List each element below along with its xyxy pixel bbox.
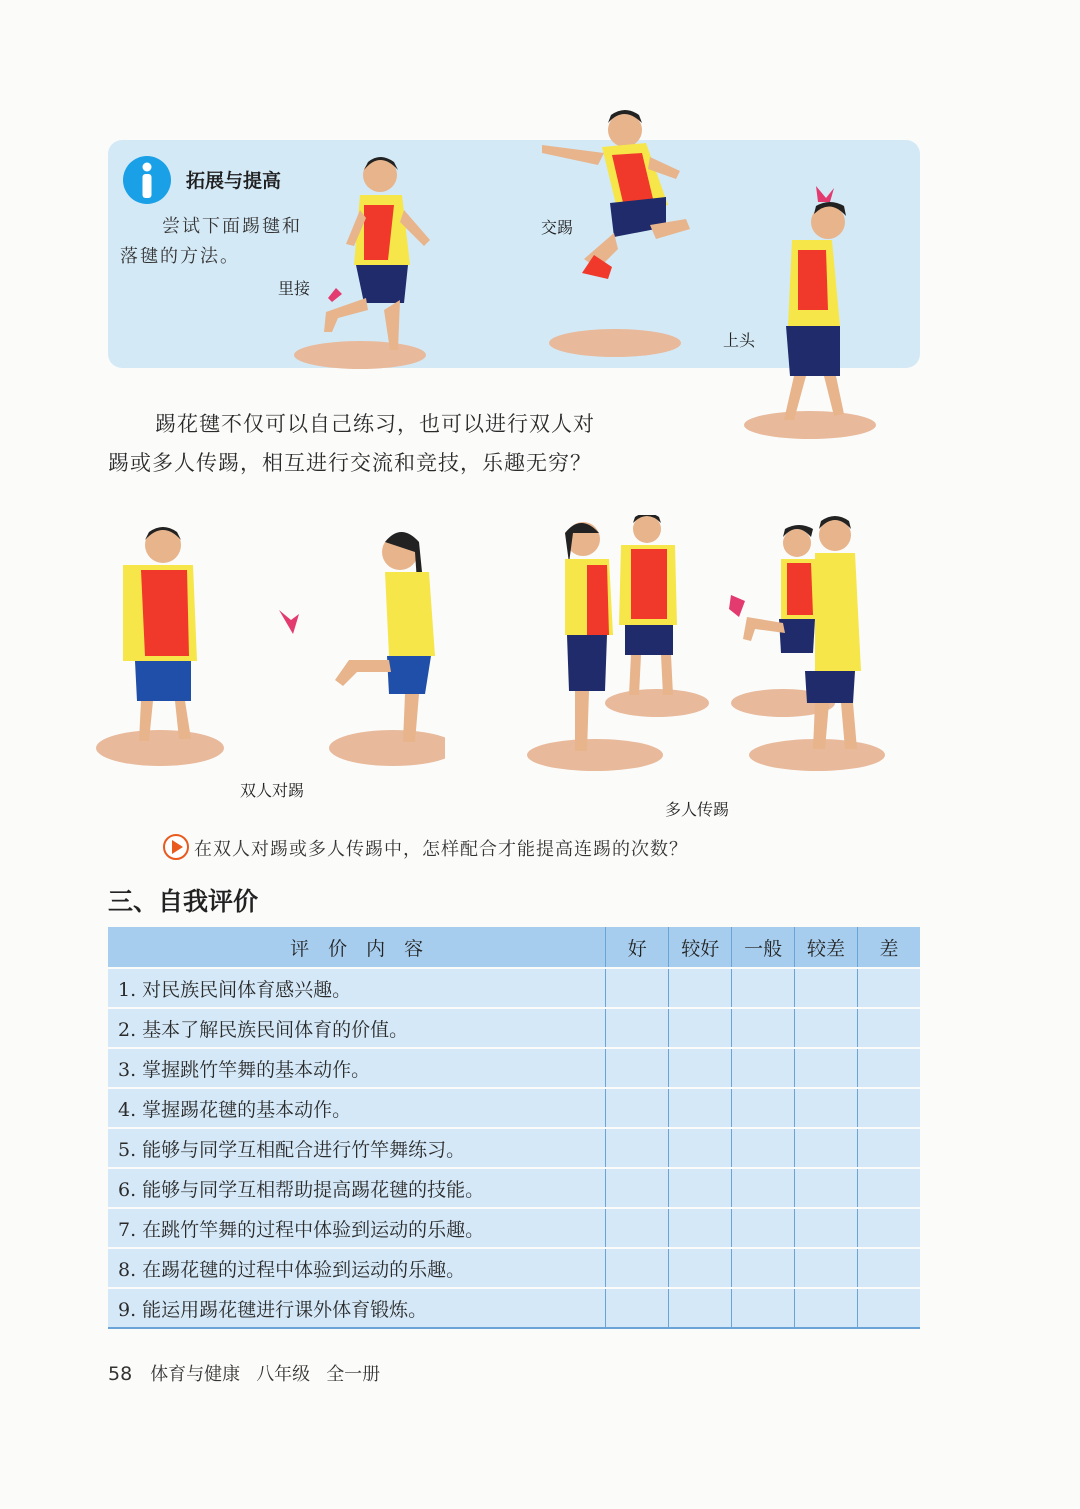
rating-cell[interactable] [606,1128,669,1168]
rating-cell[interactable] [606,1088,669,1128]
caption-inner-kick: 里接 [278,279,311,298]
evaluation-item: 7. 在跳竹竿舞的过程中体验到运动的乐趣。 [108,1208,606,1248]
header-good: 好 [606,927,669,968]
rating-cell[interactable] [732,1048,795,1088]
pair-kick-illustration [95,520,445,770]
table-row [108,1168,920,1208]
rating-cell[interactable] [606,1208,669,1248]
self-evaluation-table [108,927,920,1329]
rating-cell[interactable] [606,1288,669,1328]
player-inner-kick-illustration [280,150,440,375]
rating-cell[interactable] [795,1248,858,1288]
table-row [108,1248,920,1288]
rating-cell[interactable] [858,1008,921,1048]
info-icon [122,155,172,205]
header-content: 评 价 内 容 [108,927,606,968]
header-fairly-poor: 较差 [795,927,858,968]
evaluation-item: 6. 能够与同学互相帮助提高踢花毽的技能。 [108,1168,606,1208]
rating-cell[interactable] [795,1208,858,1248]
table-row [108,968,920,1008]
rating-cell[interactable] [669,1288,732,1328]
table-row [108,1008,920,1048]
rating-cell[interactable] [795,968,858,1008]
caption-group-kick: 多人传踢 [665,800,730,819]
rating-cell[interactable] [795,1088,858,1128]
rating-cell[interactable] [669,1008,732,1048]
rating-cell[interactable] [858,1088,921,1128]
page-footer [108,1360,396,1386]
evaluation-item: 3. 掌握跳竹竿舞的基本动作。 [108,1048,606,1088]
grade-label: 八年级 [256,1364,311,1385]
player-head-kick-illustration [740,180,880,445]
table-row [108,1208,920,1248]
page-number: 58 [108,1363,133,1385]
evaluation-item: 5. 能够与同学互相配合进行竹竿舞练习。 [108,1128,606,1168]
rating-cell[interactable] [795,1288,858,1328]
rating-cell[interactable] [606,1008,669,1048]
rating-cell[interactable] [669,1168,732,1208]
evaluation-item: 8. 在踢花毽的过程中体验到运动的乐趣。 [108,1248,606,1288]
rating-cell[interactable] [669,1048,732,1088]
paragraph-line2: 踢或多人传踢，相互进行交流和竞技，乐趣无穷？ [108,451,592,475]
header-average: 一般 [732,927,795,968]
rating-cell[interactable] [858,1168,921,1208]
rating-cell[interactable] [858,1248,921,1288]
expansion-text-line1: 尝试下面踢毽和 [162,216,302,237]
caption-head-kick: 上头 [723,331,756,350]
caption-cross-kick: 交踢 [541,218,574,237]
rating-cell[interactable] [795,1168,858,1208]
rating-cell[interactable] [858,1048,921,1088]
group-kick-illustration [525,515,890,775]
table-header-row [108,927,920,968]
rating-cell[interactable] [858,1208,921,1248]
book-title: 体育与健康 [150,1364,241,1385]
rating-cell[interactable] [732,1208,795,1248]
rating-cell[interactable] [795,1008,858,1048]
rating-cell[interactable] [795,1048,858,1088]
rating-cell[interactable] [732,1288,795,1328]
rating-cell[interactable] [732,1008,795,1048]
play-icon [163,834,189,860]
evaluation-item: 2. 基本了解民族民间体育的价值。 [108,1008,606,1048]
rating-cell[interactable] [858,968,921,1008]
rating-cell[interactable] [732,1248,795,1288]
table-row [108,1288,920,1328]
table-row [108,1088,920,1128]
expansion-title: 拓展与提高 [186,170,282,192]
caption-pair-kick: 双人对踢 [240,781,305,800]
section-title: 三、自我评价 [108,887,259,916]
rating-cell[interactable] [732,968,795,1008]
rating-cell[interactable] [732,1128,795,1168]
rating-cell[interactable] [606,1048,669,1088]
table-row [108,1128,920,1168]
rating-cell[interactable] [606,968,669,1008]
rating-cell[interactable] [669,1088,732,1128]
rating-cell[interactable] [669,1128,732,1168]
rating-cell[interactable] [669,1248,732,1288]
header-poor: 差 [858,927,921,968]
evaluation-item: 4. 掌握踢花毽的基本动作。 [108,1088,606,1128]
header-fairly-good: 较好 [669,927,732,968]
volume-label: 全一册 [326,1364,381,1385]
rating-cell[interactable] [795,1128,858,1168]
evaluation-item: 9. 能运用踢花毽进行课外体育锻炼。 [108,1288,606,1328]
rating-cell[interactable] [732,1168,795,1208]
discussion-question: 在双人对踢或多人传踢中，怎样配合才能提高连踢的次数？ [194,839,688,860]
rating-cell[interactable] [858,1288,921,1328]
rating-cell[interactable] [858,1128,921,1168]
paragraph-line1: 踢花毽不仅可以自己练习，也可以进行双人对 [155,412,595,436]
expansion-text-line2: 落毽的方法。 [120,246,240,267]
rating-cell[interactable] [732,1088,795,1128]
rating-cell[interactable] [606,1248,669,1288]
rating-cell[interactable] [669,968,732,1008]
evaluation-item: 1. 对民族民间体育感兴趣。 [108,968,606,1008]
rating-cell[interactable] [606,1168,669,1208]
table-row [108,1048,920,1088]
rating-cell[interactable] [669,1208,732,1248]
